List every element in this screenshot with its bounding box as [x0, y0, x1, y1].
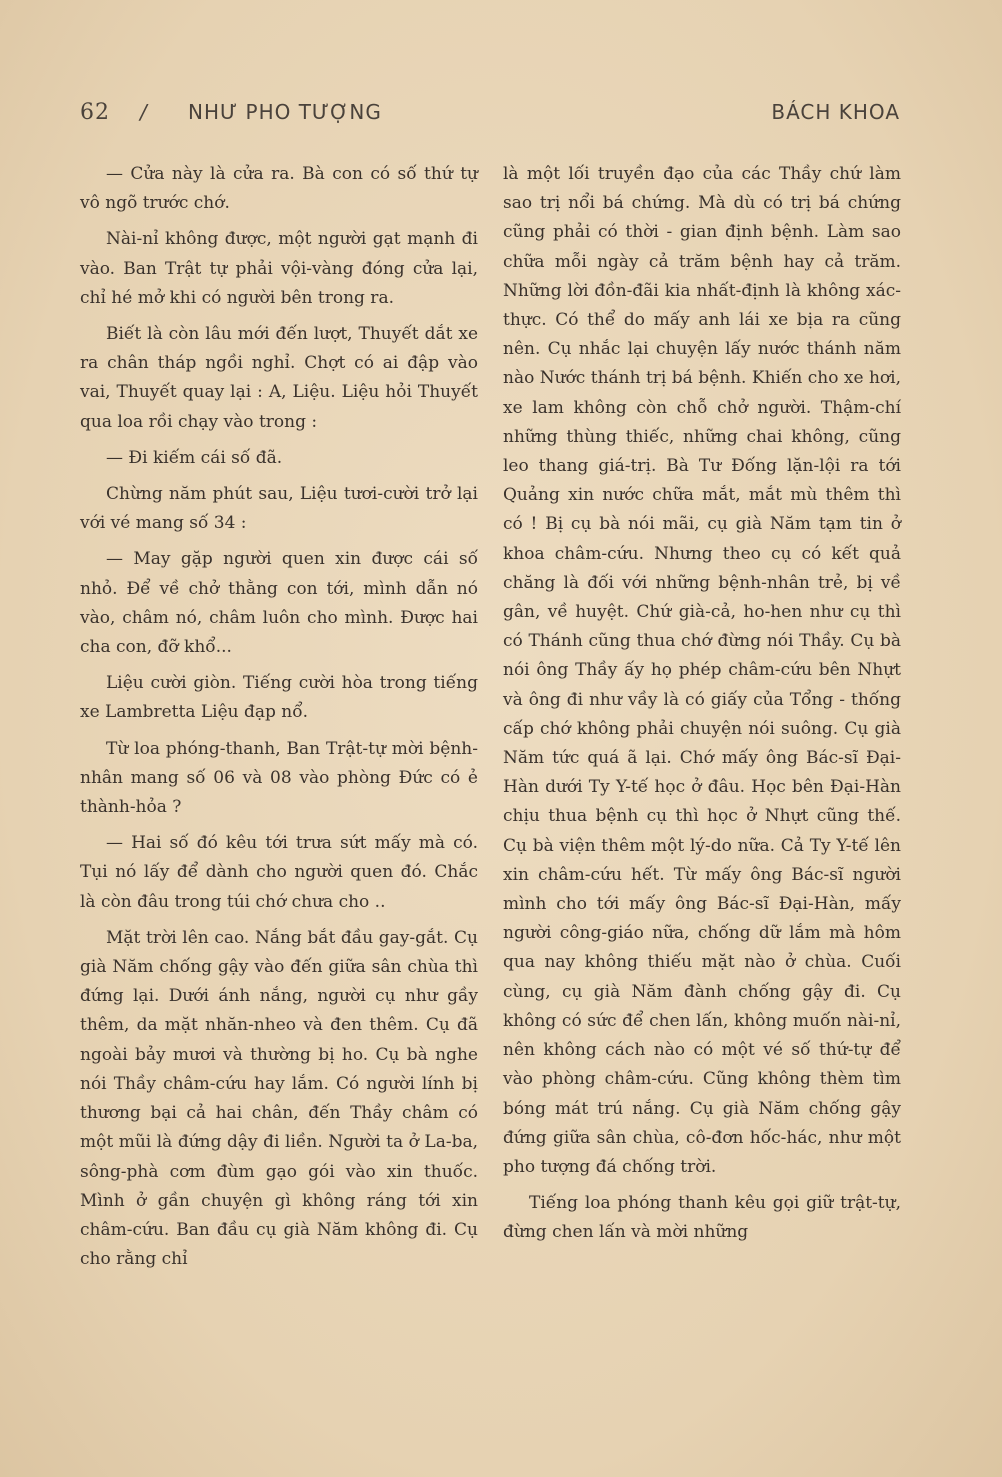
paragraph: là một lối truyền đạo của các Thầy chứ làm sao trị nổi bá chứng. Mà dù có trị bá chứng cũng phải có thời - gian định bệnh. Làm sao chữa mỗi ngày cả trăm bệnh hay cả trăm. Những lời đồn-đãi kia nhất-định là không xác-thực. Có thể do mấy anh lái xe bịa ra cũng nên. Cụ nhắc lại chuyện lấy nước thánh năm nào Nước thánh trị bá bệnh. Khiến cho xe hơi, xe lam không còn chỗ chở người. Thậm-chí những thùng thiếc, những chai không, cũng leo thang giá-trị. Bà Tư Đống lặn-lội ra tới Quảng xin nước chữa mắt, mắt mù thêm thì có ! Bị cụ bà nói mãi, cụ già Năm tạm tin ở khoa châm-cứu. Nhưng theo cụ có kết quả chăng là đối với những bệnh-nhân trẻ, bị về gân, về huyệt. Chứ già-cả, ho-hen như cụ thì có Thánh cũng thua chớ đừng nói Thầy. Cụ bà nói ông Thầy ấy họ phép châm-cứu bên Nhựt và ông đi như vầy là có giấy của Tổng - thống cấp chớ không phải chuyện nói suông. Cụ già Năm tức quá ã lại. Chớ mấy ông Bác-sĩ Đại-Hàn dưới Ty Y-tế học ở đâu. Học bên Đại-Hàn chịu thua bệnh cụ thì học ở Nhựt cũng thế. Cụ bà viện thêm một lý-do nữa. Cả Ty Y-tế lên xin châm-cứu hết. Từ mấy ông Bác-sĩ người mình cho tới mấy ông Bác-sĩ Đại-Hàn, mấy người công-giáo nữa, chống dữ lắm mà hôm qua nay không thiếu mặt nào ở chùa. Cuối cùng, cụ già Năm đành chống gậy đi. Cụ không có sức để chen lấn, không muốn nài-nỉ, nên không cách nào có một vé số thứ-tự để vào phòng châm-cứu. Cũng không thèm tìm bóng mát trú nắng. Cụ già Năm chống gậy đứng giữa sân chùa, cô-đơn hốc-hác, như một pho tượng đá chống trời.: [503, 164, 901, 1177]
paragraph: Tiếng loa phóng thanh kêu gọi giữ trật-tự, đừng chen lấn và mời những: [503, 1193, 901, 1243]
page-header: [80, 100, 900, 134]
paragraph: — Hai số đó kêu tới trưa sứt mấy mà có. Tụi nó lấy để dành cho người quen đó. Chắc là còn đâu trong túi chớ chưa cho ..: [80, 833, 478, 912]
paragraph: — Đi kiếm cái số đã.: [106, 447, 283, 468]
paragraph: — Cửa này là cửa ra. Bà con có số thứ tự vô ngõ trước chớ.: [80, 164, 478, 214]
paragraph: Liệu cười giòn. Tiếng cười hòa trong tiếng xe Lambretta Liệu đạp nổ.: [80, 673, 478, 723]
left-column: [80, 160, 478, 1281]
magazine-name: BÁCH KHOA: [771, 100, 900, 124]
header-separator: /: [140, 100, 148, 124]
paragraph: Biết là còn lâu mới đến lượt, Thuyết dắt xe ra chân tháp ngồi nghỉ. Chợt có ai đập vào vai, Thuyết quay lại : A, Liệu. Liệu hỏi Thuyết qua loa rồi chạy vào trong :: [80, 324, 478, 432]
paragraph: Mặt trời lên cao. Nắng bắt đầu gay-gắt. Cụ già Năm chống gậy vào đến giữa sân chùa thì đứng lại. Dưới ánh nắng, người cụ như gầy thêm, da mặt nhăn-nheo và đen thêm. Cụ đã ngoài bảy mươi và thường bị ho. Cụ bà nghe nói Thầy châm-cứu hay lắm. Có người lính bị thương bại cả hai chân, đến Thầy châm có một mũi là đứng dậy đi liền. Người ta ở La-ba, sông-phà cơm đùm gạo gói vào xin thuốc. Mình ở gần chuyện gì không ráng tới xin châm-cứu. Ban đầu cụ già Năm không đi. Cụ cho rằng chỉ: [80, 927, 478, 1270]
right-column: [503, 160, 901, 1255]
paragraph: Nài-nỉ không được, một người gạt mạnh đi vào. Ban Trật tự phải vội-vàng đóng cửa lại, chỉ hé mở khi có người bên trong ra.: [80, 229, 478, 308]
paragraph: Từ loa phóng-thanh, Ban Trật-tự mời bệnh-nhân mang số 06 và 08 vào phòng Đức có ẻ thành-hỏa ?: [80, 738, 478, 818]
paragraph: Chừng năm phút sau, Liệu tươi-cười trở lại với vé mang số 34 :: [80, 484, 478, 534]
article-title: NHƯ PHO TƯỢNG: [188, 100, 382, 124]
paragraph: — May gặp người quen xin được cái số nhỏ. Để về chở thằng con tới, mình dẫn nó vào, châm nó, châm luôn cho mình. Được hai cha con, đỡ khổ...: [80, 549, 478, 658]
page-number: 62: [80, 100, 110, 125]
